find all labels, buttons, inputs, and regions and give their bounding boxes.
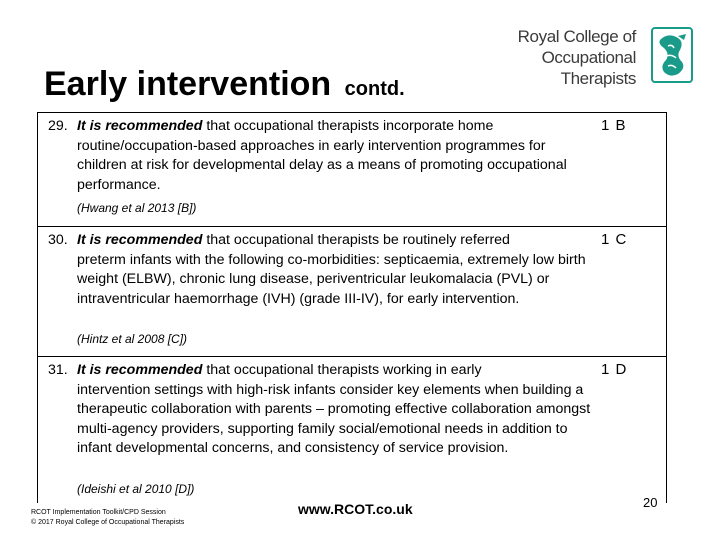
recommendation-text-first: that occupational therapists incorporate home: [202, 118, 494, 134]
recommendation-grade: 1 D: [601, 361, 628, 378]
recommendation-number: 31.: [48, 362, 68, 378]
slide-title-contd: contd.: [344, 78, 405, 100]
recommendation-reference: (Hwang et al 2013 [B]): [77, 201, 197, 215]
recommendation-text: [48, 231, 598, 309]
recommendation-grade: 1 B: [601, 117, 627, 134]
recommendation-row: [38, 113, 666, 227]
recommendation-text: [48, 361, 598, 459]
rcot-crest-icon: [650, 26, 694, 84]
recommendation-text-first: that occupational therapists working in early: [202, 362, 482, 378]
rcot-logo: [517, 24, 698, 88]
logo-wordmark: [518, 26, 636, 89]
logo-line-2: Occupational: [541, 48, 636, 67]
recommendation-text-rest: preterm infants with the following co-morbidities: septicaemia, extremely low birth weight (ELBW), chronic lung disease, periventricular leukomalacia (PVL) or intraventricular haemorrhage (IVH) (grade III-IV), for early intervention.: [77, 251, 586, 307]
recommendation-text-first: that occupational therapists be routinely referred: [202, 232, 510, 248]
recommendation-text: [48, 117, 598, 195]
logo-line-1: Royal College of: [517, 27, 636, 46]
footer-toolkit-line: RCOT Implementation Toolkit/CPD Session: [31, 509, 166, 516]
recommendation-text-rest: routine/occupation-based approaches in early intervention programmes for children at risk for developmental delay as a means of promoting occupational performance.: [77, 137, 567, 193]
page-number: 20: [643, 495, 658, 510]
recommendations-table: [37, 112, 667, 503]
recommendation-row: [38, 227, 666, 357]
recommendation-row: [38, 357, 666, 503]
recommendation-lead: It is recommended: [77, 118, 203, 134]
recommendation-reference: (Ideishi et al 2010 [D]): [77, 482, 195, 496]
slide-title-main: Early intervention: [44, 65, 332, 103]
logo-line-3: Therapists: [560, 69, 636, 88]
recommendation-text-rest: intervention settings with high-risk infants consider key elements when building a therapeutic collaboration with parents – promoting effective collaboration amongst multi-agency providers, supporting family social/emotional needs in addition to infant developmental concerns, and consistency of service provision.: [77, 381, 591, 456]
recommendation-reference: (Hintz et al 2008 [C]): [77, 332, 188, 346]
recommendation-grade: 1 C: [601, 231, 628, 248]
recommendation-lead: It is recommended: [77, 232, 203, 248]
footer-copyright-line: © 2017 Royal College of Occupational Therapists: [31, 519, 185, 526]
recommendation-number: 30.: [48, 232, 68, 248]
recommendation-lead: It is recommended: [77, 362, 203, 378]
footer-url-link[interactable]: www.RCOT.co.uk: [298, 501, 413, 517]
slide-title: [44, 64, 405, 109]
recommendation-number: 29.: [48, 118, 68, 134]
footer-credits: [31, 508, 184, 528]
